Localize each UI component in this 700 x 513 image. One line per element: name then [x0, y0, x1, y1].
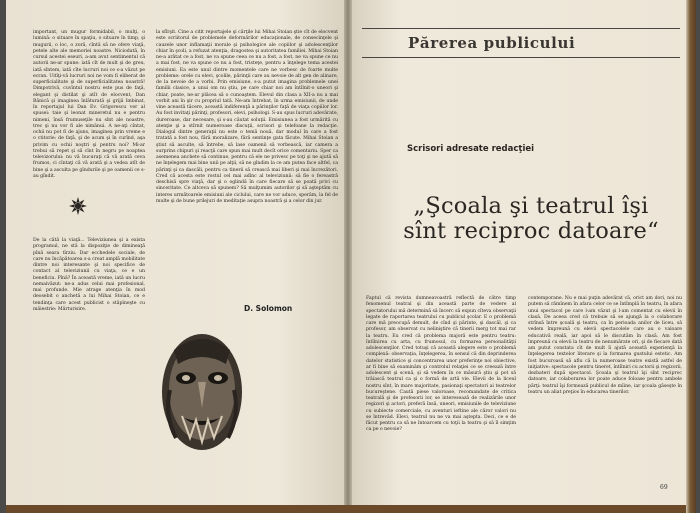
ornament-star-icon [68, 196, 88, 216]
left-column-1-bottom-text: De la cătă la viaţă... Televiziunea şi a exista programul, ne stă la dispoziţie de dimineaţă pînă seara tîrziu. Dar ecchedele sociale, de care nu încăpătoarea s-a creat amplă mobilitate dintre noi interesante şi noi specifice de contact al televiziunii cu viaţa, ce e un beneficiu. Pînă? În această vreme, iată un lucru nemaivăzut: ne-a adus celui mai profesional, mai profunde. Mie atrage atenţia în mod deosebit o anchetă a lui Mihai Stoian, ce e tendinţa care acest publicist o stăpîneşte cu măiestrie: Mărturisire. [33, 238, 145, 312]
section-subtitle: Scrisori adresate redacţiei [407, 144, 535, 154]
article-headline [376, 194, 686, 244]
right-column-1-text: Faptul că revista dumneavoastră reflectă de către timp fenomenul teatral şi din această parte de vedere al spectatorului mă determină să încerc să expun cîteva observaţii legate de raportarea teatrului cu publicul şcolar. E o problemă care mă preocupă demult, de cînd şi părinte, şi dascăl, şi ca profesor, am observat cu neliniştire că tinerii merg tot mai rar la teatru. Eu cred că problema majoră este pentru teatru: întîlnirea cu arta, cu frumosul, cu formarea personalităţii adolescenţilor. Cred totuşi că această alegere este o problemă complexă: observaţia, înţelegerea, în sensul că din deprinderea datelor statistice şi concentrarea unor preferinţe noi obiective, ar fi bine să examinăm şi controlul relaţiei ce se creează între adolescent şi scenă, şi să vedem în ce măsură ştiu şi pot să trăiască teatrul ca şi o formă de artă vie. Elevii de la liceul nostru sînt, în mare majoritate, pasionaţi spectatori ai teatrelor bucureştene. Caută piese valoroase, recomandate de critica teatrală şi de profesorii lor, se interesează de realizările unor regizori şi actori, preferă însă, uneori, emisiunile de televiziune cu subiecte comerciale, cu aventuri ieftine ale căror valori nu se întrevăd. Elevi, teatrul nu ne va mai aştepta. Deci, ce e de făcut pentru ca să ne întoarcem cu toţii la teatru şi să îl simţim ca pe o nevoie? [366, 296, 516, 433]
book-edge-right [686, 0, 696, 513]
theatre-mask-illustration [154, 320, 250, 470]
article-signature: D. Solomon [244, 304, 293, 313]
book-edge-bottom [6, 505, 694, 513]
book-gutter [344, 0, 352, 507]
headline-line-1: „Şcoala şi teatrul îşi [413, 193, 649, 219]
title-rule-bottom [362, 57, 680, 58]
left-column-2-text: la sfîrşit. Cine a citit reportajele şi cărţile lui Mihai Stoian ştie cît de elocvent este scriitorul de problemele deformărilor educaţionale, de consecinţele şi cauzele unor inflamaţii morale şi psihologice ale copiilor şi adolescenţilor chiar în şcoli, a refuzat atenţia, dragostea şi autoritatea familiei. Mihai Stoian ne-a arătat ce a fost, ne va spune ceea ce nu a fost, a fost, ne va spune ce nu a mai fost, ne va spune ce nu a fost, tristeţe, pentru a înţelege tema acestei emisiuni. Ea este unul dintre momentele care ne vorbesc de foarte multe probleme: orele cu elevi, şcolile, părinţii care au nevoie de alt gen de alinare, de la nevoie de a vorbi. Prin emisiune, s-a putut imagina problemele unei familii clasice, a unui om nu ştiu, pe care chiar noi am întîlnit-o uneori şi chiar, poate, ne-ar plăcea să o cunoaştem. Elevul din clasa a XII-a nu a mai vorbit ani în şir cu propriul tată. Ne-am întrebat, în urma emisiunii, de unde vine această tăcere, această indiferenţă a părinţilor faţă de viaţa copiilor lor. Au fost invitaţi părinţi, profesori, elevi, psihologi. S-au spus lucruri adevărate, dureroase, dar necesare, şi s-au căutat soluţii. Emisiunea a fost urmărită cu atenţie şi a stîrnit numeroase discuţii, scrisori şi telefoane la redacţie. Dialogul dintre generaţii nu este o temă nouă, dar modul în care a fost tratată a fost nou, fără moralizare, fără sentinţe gata făcute. Mihai Stoian a ştiut să asculte, să întrebe, să lase oamenii să vorbească, iar camera a surprins chipuri şi reacţii care spun mai mult decît orice comentariu. Sper ca asemenea anchete să continue, pentru că ele ne privesc pe toţi şi ne ajută să ne înţelegem mai bine unii pe alţii, să ne gîndim la ce am putea face altfel, ca părinţi şi ca dascăli, pentru ca tinerii să crească mai liberi şi mai încrezători. Cred că acesta este rostul cel mai adînc al televiziunii: să fie o fereastră deschisă spre viaţă, dar şi o oglindă în care fiecare să se poată privi cu sinceritate. Ce altceva să spunem? Să mulţumim autorilor şi să aşteptăm cu interes următoarele emisiuni ale ciclului, care ne vor aduce, sperăm, la fel de multe şi de bune prilejuri de meditaţie asupra noastră şi a celor din jur. [156, 30, 338, 204]
page-number: 69 [660, 484, 668, 491]
left-column-1-text: important, un mugur formidabil, o mulţi, o lumină: o situare în spaţiu, o situare în timp, şi mugurii, o loc, o zoră, cîntă să ne ofere viaţă, petele alte ale memoriei noastre. Niciodată, în cursul acestei eseuri, a-am avut sentimentul că autorii ne-ar spune: iată cît de mult şi de greu, iată sîntem, iată cîte lucruri noi ce s-a văzut pe ecran. Uitîţi-vă lucruri noi ne vom fi eliberat de superficialitate şi de superficialitatea noastră! Dimpotrivă, cuvîntul nostru este pus de faţă, elegant şi distilat şi atît de elocvent, Dan Bănică şi imaginea înlăturată şi grijă îmbinat, în reportajul lui Dan Ev. Grigorescu ver al spusei: taie şi leonat mineretul nu e pentru nimeni, însă frumuseţile nu sînt ale noastre, trec şi nu vor fi ale nimănui. A ne-aţi cîntat, ochii nu pot fi de ajuns, imaginea prin vreme e o ctitorie: de faţă, şi de acum şi în curînd, aşa privim cu ochii noştri şi pentru noi? Mi-ar trebui să repet şi să cînt în negru pe noaptea televizorului: nu vă bucuraţi că vă arată ceva frumos, ci cîntaţi că vă arată şi a vedea atît de bine şi a asculta pe gîndurile şi pe oamenii ce s-au gîndit. [33, 30, 145, 179]
right-column-2-text: contemporane. Nu e mai puţin adevărat că, orict am dori, noi nu putem să rămînem în afara celor ce se întîmplă în teatru, în afara unui spectacol pe care l-am văzut şi l-am comentat cu elevii în clasă. De aceea cred că trebuie să se ajungă la o colaborare strînsă între şcoală şi teatru, ca în perioada anilor de liceu, să vedem împreună cu elevii spectacolele care au o valoare educativă reală, iar apoi să le discutăm în clasă. Am fost împreună cu elevii la teatru de nenumărate ori, şi de fiecare dată am putut constata cît de mult îi ajută această experienţă la înţelegerea textelor literare şi la formarea gustului estetic. Am fost bucuroasă să aflu că la numeroase teatre există astfel de iniţiative: spectacole pentru tineret, întîlniri cu actorii şi regizorii, dezbateri după spectacol. Şcoala şi teatrul îşi sînt reciproc datoare, iar colaborarea lor poate aduce foloase pentru ambele părţi: teatrul îşi formează publicul de mîine, iar şcoala găseşte în teatru un aliat preţios în educarea tinerilor. [528, 296, 682, 395]
section-title: Părerea publicului [408, 34, 576, 52]
headline-line-2: sînt reciproc datoare“ [403, 218, 659, 244]
book-spread [6, 0, 694, 513]
title-rule-top [362, 28, 680, 29]
